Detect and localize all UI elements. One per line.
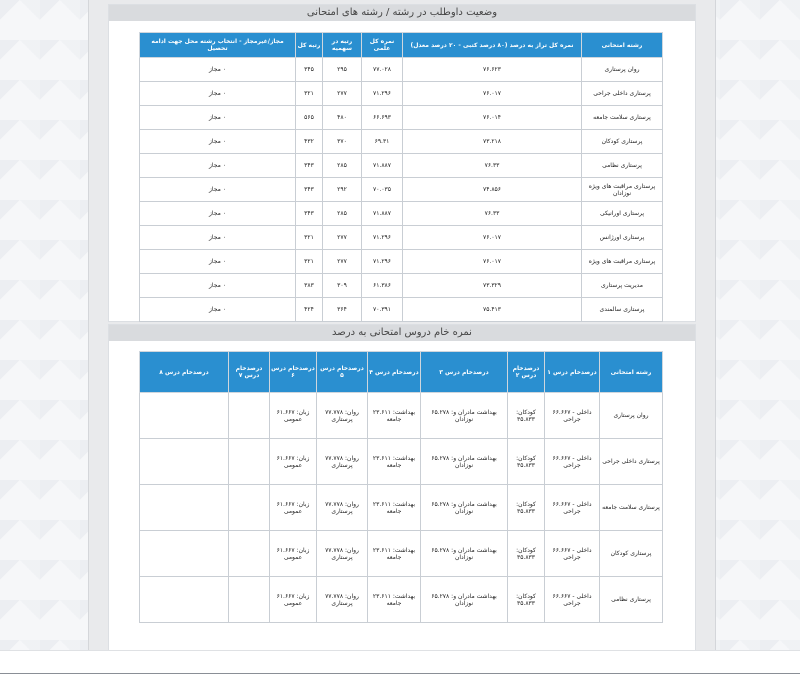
value-cell: کودکان: ۳۵.۸۳۳ [508, 485, 545, 531]
value-cell: داخلی - ۶۶.۶۶۷ جراحی [545, 439, 600, 485]
field-name-cell: روان پرستاری [600, 393, 663, 439]
value-cell: ۳۴۵ [296, 58, 323, 82]
value-cell: ۲۷۷ [323, 250, 362, 274]
field-name-cell: پرستاری کودکان [582, 130, 663, 154]
value-cell: ۷۱.۲۹۶ [362, 226, 403, 250]
value-cell: ۷۱.۸۸۷ [362, 154, 403, 178]
value-cell: بهداشت: ۲۳.۶۱۱ جامعه [368, 439, 421, 485]
value-cell: ۳۲۱ [296, 250, 323, 274]
value-cell [140, 439, 229, 485]
value-cell [140, 485, 229, 531]
field-name-cell: پرستاری داخلی جراحی [600, 439, 663, 485]
value-cell: داخلی - ۶۶.۶۶۷ جراحی [545, 577, 600, 623]
raw-table-header-row [140, 352, 663, 393]
value-cell: ۷۱.۸۸۷ [362, 202, 403, 226]
value-cell: ۷۶.۰۱۷ [403, 250, 582, 274]
value-cell: روان: ۷۷.۷۷۸ پرستاری [317, 439, 368, 485]
value-cell: ۳۴۳ [296, 178, 323, 202]
value-cell: ۳۶۴ [323, 298, 362, 322]
value-cell [229, 531, 270, 577]
value-cell: ۷۶.۳۳ [403, 202, 582, 226]
col-header-field: رشته امتحانی [582, 33, 663, 58]
value-cell: ۰ مجاز [140, 130, 296, 154]
status-table-header-row [140, 33, 663, 58]
raw-table-row [140, 485, 663, 531]
value-cell: روان: ۷۷.۷۷۸ پرستاری [317, 485, 368, 531]
value-cell: ۳۰۹ [323, 274, 362, 298]
value-cell [229, 577, 270, 623]
value-cell: بهداشت: ۲۳.۶۱۱ جامعه [368, 485, 421, 531]
col-header-quota-rank: رتبه در سهمیه [323, 33, 362, 58]
col-header-course-3: درصدخام درس ۳ [421, 352, 508, 393]
field-name-cell: پرستاری سلامت جامعه [600, 485, 663, 531]
status-table-row [140, 58, 663, 82]
status-table-row [140, 250, 663, 274]
col-header-course-5: درصدخام درس ۵ [317, 352, 368, 393]
value-cell: ۶۹.۳۱ [362, 130, 403, 154]
value-cell: ۰ مجاز [140, 82, 296, 106]
value-cell: بهداشت مادران و: ۶۵.۲۷۸ نوزادان [421, 531, 508, 577]
value-cell: بهداشت: ۲۳.۶۱۱ جامعه [368, 393, 421, 439]
value-cell: ۷۳.۲۱۸ [403, 130, 582, 154]
value-cell: ۰ مجاز [140, 226, 296, 250]
status-table-row [140, 82, 663, 106]
status-table-row [140, 178, 663, 202]
col-header-course-2: درصدخام درس ۲ [508, 352, 545, 393]
value-cell: کودکان: ۳۵.۸۳۳ [508, 531, 545, 577]
col-header-course-7: درصدخام درس ۷ [229, 352, 270, 393]
status-table-row [140, 298, 663, 322]
value-cell [229, 485, 270, 531]
value-cell: ۴۲۴ [296, 298, 323, 322]
value-cell: ۲۹۵ [323, 58, 362, 82]
value-cell: ۲۹۲ [323, 178, 362, 202]
value-cell: بهداشت مادران و: ۶۵.۲۷۸ نوزادان [421, 577, 508, 623]
value-cell: ۷۴.۸۵۶ [403, 178, 582, 202]
field-name-cell: پرستاری کودکان [600, 531, 663, 577]
value-cell: کودکان: ۳۵.۸۳۳ [508, 439, 545, 485]
value-cell: ۷۰.۳۹۱ [362, 298, 403, 322]
status-table-row [140, 274, 663, 298]
value-cell: روان: ۷۷.۷۷۸ پرستاری [317, 531, 368, 577]
raw-table-row [140, 531, 663, 577]
col-header-course-8: درصدخام درس ۸ [140, 352, 229, 393]
col-header-eligibility: مجاز/غیرمجاز - انتخاب رشته محل جهت ادامه تحصیل [140, 33, 296, 58]
value-cell: ۳۲۱ [296, 82, 323, 106]
value-cell: داخلی - ۶۶.۶۶۷ جراحی [545, 393, 600, 439]
value-cell: ۰ مجاز [140, 58, 296, 82]
value-cell: کودکان: ۳۵.۸۳۳ [508, 393, 545, 439]
value-cell: ۲۷۷ [323, 82, 362, 106]
value-cell: بهداشت مادران و: ۶۵.۲۷۸ نوزادان [421, 439, 508, 485]
value-cell: زبان: ۶۱.۶۶۷ عمومی [270, 393, 317, 439]
value-cell: بهداشت مادران و: ۶۵.۲۷۸ نوزادان [421, 393, 508, 439]
candidate-status-card [108, 4, 696, 322]
value-cell: ۷۱.۲۹۶ [362, 250, 403, 274]
value-cell: ۷۶.۰۱۷ [403, 226, 582, 250]
status-table [139, 32, 663, 322]
value-cell [140, 393, 229, 439]
value-cell: کودکان: ۳۵.۸۳۳ [508, 577, 545, 623]
section-title-raw-scores: نمره خام دروس امتحانی به درصد [109, 325, 695, 341]
field-name-cell: پرستاری داخلی جراحی [582, 82, 663, 106]
bottom-divider [0, 673, 800, 674]
value-cell: ۰ مجاز [140, 274, 296, 298]
value-cell: ۳۸۳ [296, 274, 323, 298]
value-cell [140, 577, 229, 623]
status-table-row [140, 154, 663, 178]
value-cell: بهداشت: ۲۳.۶۱۱ جامعه [368, 577, 421, 623]
value-cell: ۰ مجاز [140, 202, 296, 226]
field-name-cell: پرستاری نظامی [582, 154, 663, 178]
value-cell: ۳۲۱ [296, 226, 323, 250]
value-cell: ۷۷.۰۲۸ [362, 58, 403, 82]
value-cell: ۷۳.۳۲۹ [403, 274, 582, 298]
value-cell: ۷۶.۰۱۴ [403, 106, 582, 130]
status-table-row [140, 106, 663, 130]
field-name-cell: روان پرستاری [582, 58, 663, 82]
col-header-field: رشته امتحانی [600, 352, 663, 393]
value-cell: داخلی - ۶۶.۶۶۷ جراحی [545, 531, 600, 577]
field-name-cell: پرستاری مراقبت های ویژه نوزادان [582, 178, 663, 202]
value-cell: ۰ مجاز [140, 154, 296, 178]
value-cell: ۰ مجاز [140, 250, 296, 274]
value-cell: ۲۸۵ [323, 154, 362, 178]
section-title-status: وضعیت داوطلب در رشته / رشته های امتحانی [109, 5, 695, 21]
value-cell: ۲۷۷ [323, 226, 362, 250]
raw-table-row [140, 439, 663, 485]
value-cell: ۰ مجاز [140, 298, 296, 322]
value-cell: زبان: ۶۱.۶۶۷ عمومی [270, 577, 317, 623]
col-header-science-score: نمره کل علمی [362, 33, 403, 58]
value-cell: ۰ مجاز [140, 178, 296, 202]
value-cell: ۷۶.۶۲۳ [403, 58, 582, 82]
value-cell [229, 393, 270, 439]
raw-table-row [140, 393, 663, 439]
value-cell: زبان: ۶۱.۶۶۷ عمومی [270, 485, 317, 531]
value-cell: روان: ۷۷.۷۷۸ پرستاری [317, 393, 368, 439]
raw-table-row [140, 577, 663, 623]
value-cell: ۳۴۳ [296, 154, 323, 178]
field-name-cell: پرستاری اورژانس [582, 226, 663, 250]
value-cell: ۰ مجاز [140, 106, 296, 130]
raw-scores-table [139, 351, 663, 623]
value-cell: ۵۶۵ [296, 106, 323, 130]
value-cell: ۷۱.۲۹۶ [362, 82, 403, 106]
value-cell: ۷۵.۴۱۳ [403, 298, 582, 322]
value-cell: ۳۴۳ [296, 202, 323, 226]
status-table-row [140, 202, 663, 226]
value-cell: ۷۶.۰۱۷ [403, 82, 582, 106]
field-name-cell: پرستاری سالمندی [582, 298, 663, 322]
value-cell: ۶۱.۳۸۶ [362, 274, 403, 298]
field-name-cell: پرستاری مراقبت های ویژه [582, 250, 663, 274]
col-header-course-4: درصدخام درس ۴ [368, 352, 421, 393]
status-table-row [140, 226, 663, 250]
status-table-row [140, 130, 663, 154]
col-header-course-1: درصدخام درس ۱ [545, 352, 600, 393]
value-cell: ۲۸۵ [323, 202, 362, 226]
field-name-cell: پرستاری اورانیکی [582, 202, 663, 226]
value-cell: بهداشت: ۲۳.۶۱۱ جامعه [368, 531, 421, 577]
value-cell: بهداشت مادران و: ۶۵.۲۷۸ نوزادان [421, 485, 508, 531]
value-cell: ۷۶.۳۳ [403, 154, 582, 178]
value-cell: زبان: ۶۱.۶۶۷ عمومی [270, 531, 317, 577]
col-header-course-6: درصدخام درس ۶ [270, 352, 317, 393]
value-cell: ۴۳۲ [296, 130, 323, 154]
value-cell: ۴۸۰ [323, 106, 362, 130]
field-name-cell: پرستاری نظامی [600, 577, 663, 623]
value-cell: داخلی - ۶۶.۶۶۷ جراحی [545, 485, 600, 531]
col-header-total-rank: رتبه کل [296, 33, 323, 58]
value-cell: ۶۶.۶۹۳ [362, 106, 403, 130]
value-cell [140, 531, 229, 577]
value-cell: ۷۰.۰۳۵ [362, 178, 403, 202]
value-cell: ۳۷۰ [323, 130, 362, 154]
field-name-cell: مدیریت پرستاری [582, 274, 663, 298]
value-cell: زبان: ۶۱.۶۶۷ عمومی [270, 439, 317, 485]
value-cell: روان: ۷۷.۷۷۸ پرستاری [317, 577, 368, 623]
value-cell [229, 439, 270, 485]
raw-scores-card [108, 324, 696, 652]
field-name-cell: پرستاری سلامت جامعه [582, 106, 663, 130]
col-header-total-score: نمره کل تراز به درصد (۸۰ درصد کتبی - ۲۰ درصد معدل) [403, 33, 582, 58]
